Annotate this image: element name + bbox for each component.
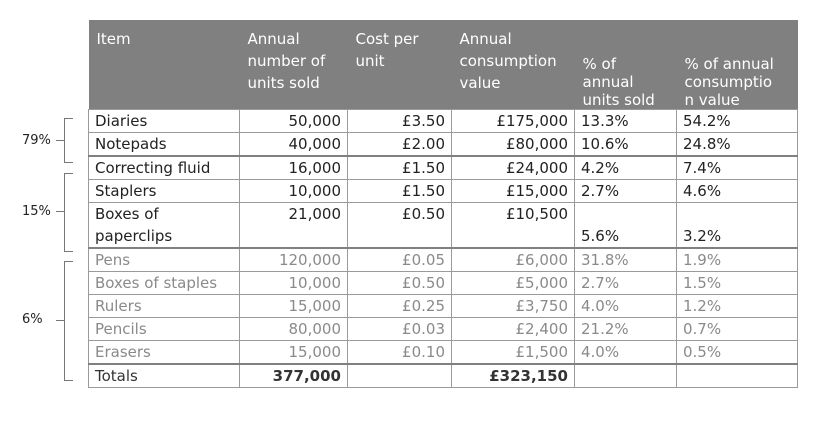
cell-value: £5,000 [452,272,575,295]
cell-pct-value: 1.5% [677,272,798,295]
group-bracket-tick-b [56,211,64,212]
group-label-c: 6% [22,312,43,327]
cell-pct-units: 21.2% [575,318,677,341]
totals-pct-units-empty [575,364,677,388]
cell-cost: £0.10 [348,341,452,365]
cell-units: 16,000 [240,156,348,180]
cell-value: £175,000 [452,109,575,132]
header-line: consumption [459,52,557,70]
cell-units: 120,000 [240,248,348,272]
totals-cost-empty [348,364,452,388]
group-bracket-b [64,173,73,252]
table-row [89,248,798,272]
cell-pct-units: 4.2% [575,156,677,180]
header-line: Cost per [355,30,419,48]
header-line: % of annual [684,54,774,73]
cell-item: Erasers [89,341,240,365]
cell-pct-value: 0.5% [677,341,798,365]
cell-cost: £0.25 [348,295,452,318]
header-line: units sold [582,90,655,109]
cell-pct-value: 24.8% [677,132,798,156]
cell-units: 50,000 [240,109,348,132]
totals-label: Totals [89,364,240,388]
cell-pct-units: 31.8% [575,248,677,272]
cell-cost: £0.05 [348,248,452,272]
cell-value: £80,000 [452,132,575,156]
cell-item: Diaries [89,109,240,132]
totals-value: £323,150 [452,364,575,388]
header-line: % of [582,54,616,73]
cell-value: £15,000 [452,179,575,202]
header-line: Annual [247,30,300,48]
cell-pct-units: 2.7% [575,272,677,295]
table-row [89,202,798,248]
cell-cost: £1.50 [348,179,452,202]
header-line: Annual [459,30,512,48]
header-pct-units [575,20,677,109]
cell-pct-value: 1.2% [677,295,798,318]
header-line: units sold [247,74,320,92]
cell-cost: £0.03 [348,318,452,341]
cell-cost: £1.50 [348,156,452,180]
cell-units: 10,000 [240,179,348,202]
abc-analysis-table [88,20,797,388]
cell-pct-value: 0.7% [677,318,798,341]
group-label-a: 79% [22,133,51,148]
header-cost-per-unit [348,20,452,109]
header-line: n value [684,90,740,109]
header-consumption-value [452,20,575,109]
cell-value: £1,500 [452,341,575,365]
table-row [89,156,798,180]
cell-item: Staplers [89,179,240,202]
cell-pct-units: 2.7% [575,179,677,202]
group-bracket-a [64,118,73,163]
cell-units: 40,000 [240,132,348,156]
cell-item: Boxes of staples [89,272,240,295]
cell-cost: £3.50 [348,109,452,132]
header-item-line: Item [96,30,131,48]
group-bracket-c [64,261,73,381]
cell-units: 80,000 [240,318,348,341]
table-row [89,295,798,318]
cell-value: £10,500 [452,202,575,248]
cell-item: Correcting fluid [89,156,240,180]
header-units-sold [240,20,348,109]
header-pct-value [677,20,798,109]
cell-item: Notepads [89,132,240,156]
table-row [89,341,798,365]
header-row [89,20,798,109]
header-item [89,20,240,109]
group-bracket-tick-a [56,140,64,141]
table-row [89,132,798,156]
totals-pct-value-empty [677,364,798,388]
group-bracket-tick-c [56,320,64,321]
cell-pct-value: 3.2% [677,202,798,248]
cell-value: £3,750 [452,295,575,318]
cell-units: 15,000 [240,341,348,365]
cell-pct-value: 4.6% [677,179,798,202]
header-line: consumptio [684,72,773,91]
cell-pct-units: 13.3% [575,109,677,132]
cell-pct-units: 4.0% [575,295,677,318]
cell-units: 15,000 [240,295,348,318]
cell-pct-units: 10.6% [575,132,677,156]
cell-cost: £0.50 [348,202,452,248]
totals-units: 377,000 [240,364,348,388]
cell-pct-value: 1.9% [677,248,798,272]
table-row [89,272,798,295]
header-line: number of [247,52,326,70]
table-row [89,318,798,341]
cell-item: Boxes of paperclips [89,202,240,248]
cell-pct-value: 7.4% [677,156,798,180]
cell-value: £2,400 [452,318,575,341]
group-label-b: 15% [22,204,51,219]
cell-pct-value: 54.2% [677,109,798,132]
cell-units: 21,000 [240,202,348,248]
cell-value: £6,000 [452,248,575,272]
cell-cost: £0.50 [348,272,452,295]
totals-row [89,364,798,388]
header-line: annual [582,72,634,91]
header-line: unit [355,52,385,70]
cell-item: Rulers [89,295,240,318]
cell-units: 10,000 [240,272,348,295]
cell-pct-units: 4.0% [575,341,677,365]
cell-cost: £2.00 [348,132,452,156]
cell-item: Pens [89,248,240,272]
cell-pct-units: 5.6% [575,202,677,248]
header-line: value [459,74,501,92]
cell-value: £24,000 [452,156,575,180]
table-row [89,109,798,132]
table-row [89,179,798,202]
cell-item: Pencils [89,318,240,341]
